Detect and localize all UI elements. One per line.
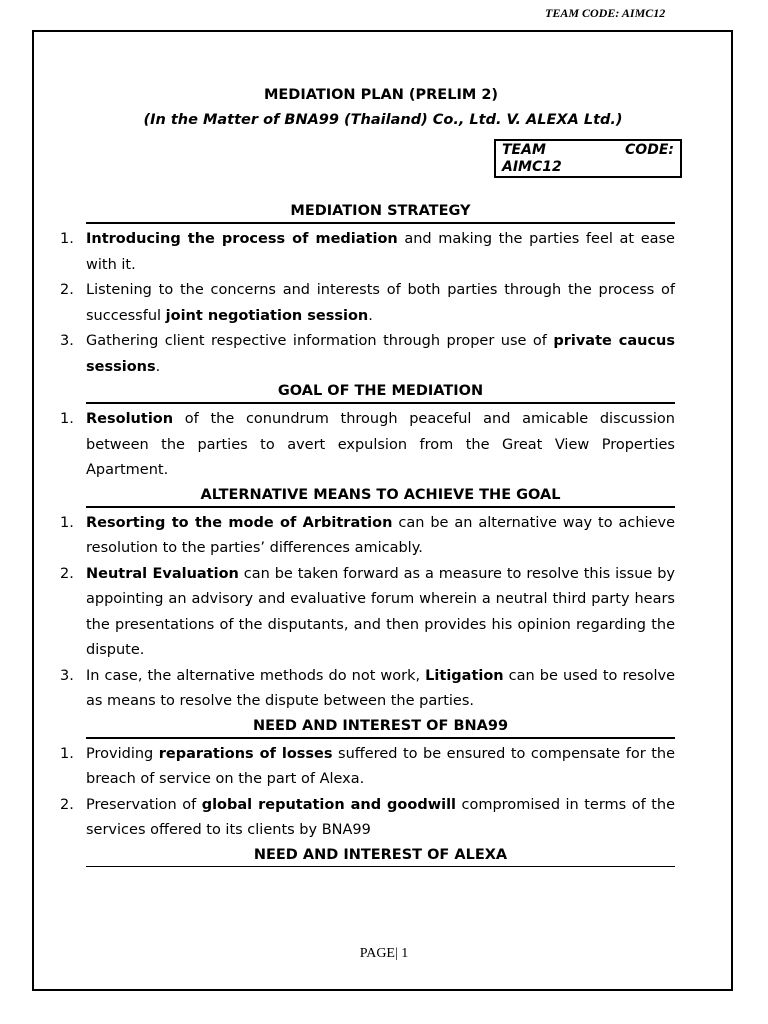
body-text: In case, the alternative methods do not work, <box>86 667 426 684</box>
body-text: . <box>368 307 373 324</box>
team-box-label-right: CODE: <box>625 142 674 158</box>
body-text: compromised in terms of the services offered to its clients by BNA99 <box>86 796 675 838</box>
list-item <box>60 511 675 562</box>
list-item <box>60 793 675 844</box>
bold-text: Neutral Evaluation <box>86 565 239 582</box>
body-text: can be an alternative way to achieve resolution to the parties’ differences amicably. <box>86 514 675 556</box>
bold-text: Resorting to the mode of Arbitration <box>86 514 393 531</box>
header-team-code: TEAM CODE: AIMC12 <box>545 6 666 20</box>
section-divider <box>86 866 675 867</box>
list-item <box>60 407 675 484</box>
page-number: PAGE| 1 <box>359 946 409 961</box>
section-list <box>60 511 675 715</box>
section-divider <box>86 402 675 404</box>
section-divider <box>86 222 675 224</box>
section-heading: NEED AND INTEREST OF BNA99 <box>252 717 509 734</box>
body-text: can be used to resolve as means to resolve the dispute between the parties. <box>86 667 675 709</box>
body-text: Preservation of <box>86 796 202 813</box>
section-heading: MEDIATION STRATEGY <box>290 203 471 219</box>
document-title: MEDIATION PLAN (PRELIM 2) <box>263 87 499 103</box>
list-item-number: 3. <box>60 667 74 684</box>
document-subtitle: (In the Matter of BNA99 (Thailand) Co., Ltd. V. ALEXA Ltd.) <box>143 112 623 128</box>
bold-text: private caucus sessions <box>86 333 675 375</box>
team-code-box <box>494 139 682 178</box>
bold-text: joint negotiation session <box>165 307 369 324</box>
list-item <box>60 742 675 793</box>
list-item <box>60 664 675 715</box>
bold-text: global reputation and goodwill <box>201 796 457 813</box>
body-text: and making the parties feel at ease with it. <box>86 231 675 273</box>
list-item-number: 1. <box>60 411 74 427</box>
section-heading: NEED AND INTEREST OF ALEXA <box>253 846 508 863</box>
section-list <box>60 227 675 380</box>
document-body <box>60 200 675 870</box>
list-item <box>60 278 675 329</box>
list-item <box>60 227 675 278</box>
list-item-number: 1. <box>60 231 74 247</box>
list-item-number: 2. <box>60 796 74 813</box>
list-item-number: 3. <box>60 333 74 349</box>
section-list <box>60 742 675 844</box>
section-list <box>60 407 675 484</box>
bold-text: Introducing the process of mediation <box>86 231 398 247</box>
section-divider <box>86 506 675 508</box>
list-item-number: 2. <box>60 282 74 298</box>
list-item <box>60 562 675 664</box>
body-text: Listening to the concerns and interests of both parties through the process of successful <box>86 282 675 324</box>
team-box-code: AIMC12 <box>502 159 562 175</box>
list-item <box>60 329 675 380</box>
body-text: of the conundrum through peaceful and amicable discussion between the parties to avert expulsion from the Great View Properties Apartment. <box>86 411 675 478</box>
body-text: Gathering client respective information through proper use of <box>86 333 554 349</box>
section-heading: GOAL OF THE MEDIATION <box>277 383 484 399</box>
body-text: Providing <box>86 745 159 762</box>
body-text: can be taken forward as a measure to resolve this issue by appointing an advisory and evaluative forum wherein a neutral third party hears the presentations of the disputants, and then provides his opinion regarding the dispute. <box>86 565 675 658</box>
bold-text: reparations of losses <box>158 745 333 762</box>
list-item-number: 1. <box>60 745 74 762</box>
list-item-number: 2. <box>60 565 74 582</box>
team-box-label-left: TEAM <box>502 142 546 158</box>
bold-text: Litigation <box>425 667 504 684</box>
body-text: . <box>155 358 161 375</box>
list-item-number: 1. <box>60 514 74 531</box>
section-heading: ALTERNATIVE MEANS TO ACHIEVE THE GOAL <box>200 486 561 503</box>
body-text: suffered to be ensured to compensate for the breach of service on the part of Alexa. <box>86 745 675 787</box>
bold-text: Resolution <box>86 411 174 427</box>
section-divider <box>86 737 675 739</box>
